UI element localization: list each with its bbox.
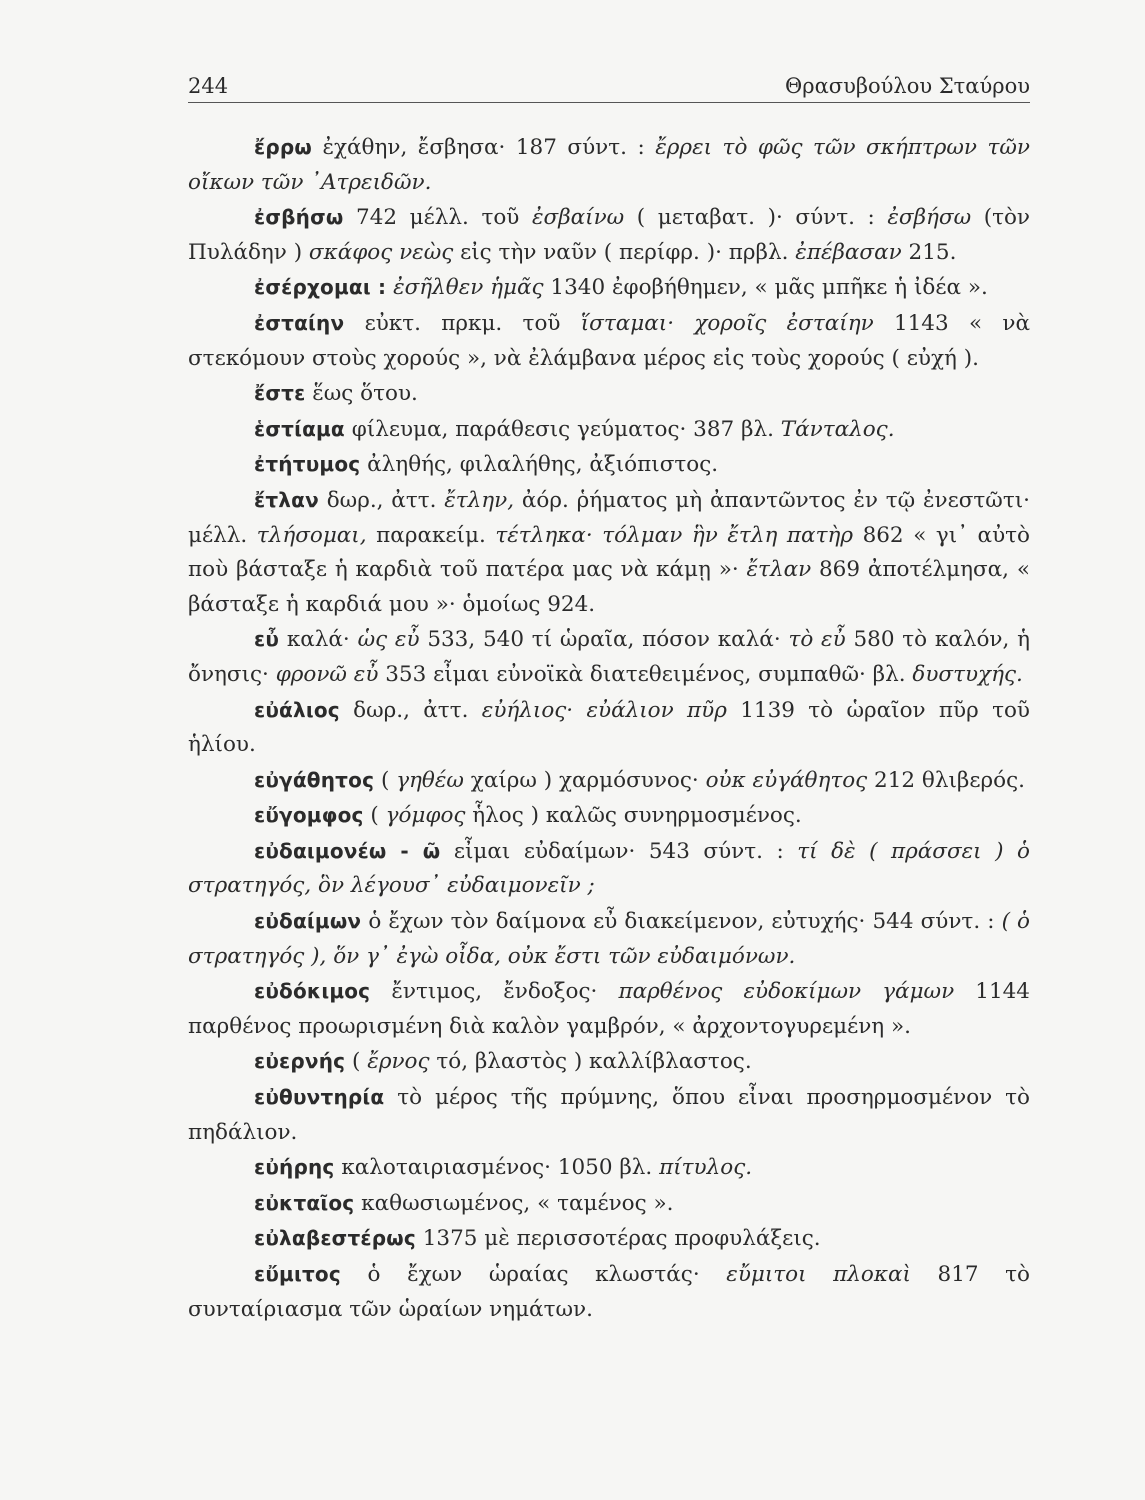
entry-quote: σκάφος νεὼς bbox=[308, 239, 454, 265]
entry-definition: 212 θλιβερός. bbox=[867, 767, 1025, 793]
entry-definition: καθωσιωμένος, « ταμένος ». bbox=[354, 1190, 674, 1216]
entry-quote: τλήσομαι, bbox=[256, 522, 367, 548]
entry-definition: ἔντιμος, ἔνδοξος· bbox=[370, 979, 619, 1005]
entry-definition: 1144 παρθένος προωρισμένη διὰ καλὸν γαμβρόν, « ἀρχοντογυρεμένη ». bbox=[188, 979, 1030, 1039]
entry-quote: γηθέω bbox=[396, 767, 464, 793]
entry-quote: ἐσῆλθεν ἡμᾶς bbox=[393, 275, 544, 301]
entry-headword: εὖ bbox=[254, 627, 280, 652]
entry-headword: εὐκταῖος bbox=[254, 1190, 355, 1215]
entry-definition: χαίρω ) χαρμόσυνος· bbox=[463, 767, 706, 793]
entry-definition: ἧλος ) καλῶς συνηρμοσμένος. bbox=[465, 803, 802, 829]
entry-quote: ἵσταμαι· χοροῖς ἐσταίην bbox=[580, 310, 874, 336]
entry-headword: εὐθυντηρία bbox=[254, 1085, 385, 1110]
entry-definition: 533, 540 τί ὡραῖα, πόσον καλά· bbox=[419, 627, 789, 653]
glossary-entry bbox=[188, 200, 1030, 270]
entry-definition: ἐχάθην, ἔσβησα· 187 σύντ. : bbox=[311, 135, 656, 160]
glossary-entry bbox=[188, 1186, 1030, 1222]
entry-quote: πίτυλος. bbox=[659, 1155, 753, 1181]
glossary-entry bbox=[188, 412, 1030, 448]
entry-headword: ἔρρω bbox=[254, 135, 312, 159]
entry-quote: ( ὁ στρατηγός ), ὅν γ᾿ ἐγὼ οἶδα, οὐκ ἔστι τῶν εὐδαιμόνων. bbox=[188, 909, 1030, 969]
entry-quote: ἔτλην, bbox=[444, 487, 515, 513]
entry-definition: τό, βλαστὸς ) καλλίβλαστος. bbox=[429, 1049, 752, 1075]
entry-definition: δωρ., ἀττ. bbox=[339, 697, 482, 723]
entry-definition: (τὸν Πυλάδην ) bbox=[188, 205, 1031, 265]
running-header bbox=[188, 62, 1030, 103]
entry-quote: ὡς εὖ bbox=[357, 627, 420, 653]
entry-definition: ἕως ὅτου. bbox=[305, 381, 418, 407]
entry-definition: 1340 ἐφοβήθημεν, « μᾶς μπῆκε ἡ ἰδέα ». bbox=[543, 275, 988, 301]
entry-definition: ἀληθής, φιλαλήθης, ἀξιόπιστος. bbox=[360, 452, 719, 478]
entry-definition: ( μεταβατ. )· σύντ. : bbox=[624, 205, 888, 231]
glossary-entry bbox=[188, 376, 1030, 412]
entry-definition: 353 εἶμαι εὐνοϊκὰ διατεθειμένος, συμπαθῶ· βλ. bbox=[378, 661, 913, 687]
glossary-entry bbox=[188, 1044, 1030, 1080]
glossary-entry bbox=[188, 904, 1030, 974]
entry-headword: εὐδαίμων bbox=[254, 909, 362, 934]
glossary-entry bbox=[188, 834, 1030, 904]
entry-definition: δωρ., ἀττ. bbox=[318, 487, 445, 513]
entry-quote: ἔρνος bbox=[367, 1049, 430, 1075]
entry-headword: ἐσταίην bbox=[254, 310, 345, 335]
glossary-entry bbox=[188, 483, 1030, 622]
running-title: Θρασυβούλου Σταύρου bbox=[785, 74, 1030, 98]
page-number: 244 bbox=[188, 74, 229, 98]
entry-quote: εὐήλιος· εὐάλιον πῦρ bbox=[481, 697, 727, 723]
glossary-entry bbox=[188, 622, 1030, 692]
entry-quote: τί δὲ ( πράσσει ) ὁ στρατηγός, ὃν λέγουσ᾿ εὐδαιμονεῖν ; bbox=[188, 838, 1030, 899]
glossary-entry bbox=[188, 763, 1030, 799]
entry-quote: εὔμιτοι πλοκαὶ bbox=[726, 1262, 911, 1287]
glossary-entry bbox=[188, 1257, 1030, 1327]
entry-quote: ἔτλαν bbox=[746, 557, 812, 583]
entry-definition: εὐκτ. πρκμ. τοῦ bbox=[344, 310, 581, 336]
entry-quote: ἔρρει τὸ φῶς τῶν σκήπτρων τῶν οἴκων τῶν ᾿Ατρειδῶν. bbox=[188, 135, 1030, 195]
entry-quote: οὐκ εὐγάθητος bbox=[705, 767, 868, 793]
entry-definition: 817 τὸ συνταίριασμα τῶν ὡραίων νημάτων. bbox=[188, 1262, 1030, 1322]
entry-quote: φρονῶ εὖ bbox=[275, 661, 379, 687]
entry-definition: 1375 μὲ περισσοτέρας προφυλάξεις. bbox=[415, 1226, 821, 1252]
entry-definition: ( bbox=[363, 803, 386, 829]
entry-definition: εἶμαι εὐδαίμων· 543 σύντ. : bbox=[440, 838, 798, 864]
entry-definition: εἰς τὴν ναῦν ( περίφρ. )· πρβλ. bbox=[453, 239, 796, 265]
entry-headword: ἔτλαν bbox=[254, 487, 319, 512]
entry-quote: ἐσβήσω bbox=[887, 205, 972, 231]
entry-headword: ἐσέρχομαι : bbox=[254, 275, 387, 300]
entry-quote: ἐπέβασαν bbox=[795, 239, 902, 265]
entry-quote: ἐσβαίνω bbox=[531, 205, 625, 231]
entry-definition: τὸ μέρος τῆς πρύμνης, ὅπου εἶναι προσηρμοσμένον τὸ πηδάλιον. bbox=[188, 1085, 1030, 1145]
entry-quote: Τάνταλος. bbox=[780, 416, 895, 442]
entry-quote: παρθένος εὐδοκίμων γάμων bbox=[618, 979, 955, 1005]
entry-headword: εὐλαβεστέρως bbox=[254, 1226, 416, 1251]
glossary-entry bbox=[188, 1080, 1030, 1150]
entry-quote: τὸ εὖ bbox=[788, 627, 846, 653]
entry-definition: φίλευμα, παράθεσις γεύματος· 387 βλ. bbox=[344, 416, 781, 442]
entry-definition: ὁ ἔχων ὡραίας κλωστάς· bbox=[340, 1262, 727, 1287]
glossary-entry bbox=[188, 974, 1030, 1044]
entry-headword: εὐάλιος bbox=[254, 697, 340, 722]
entry-headword: εὐδόκιμος bbox=[254, 979, 371, 1004]
glossary-entry bbox=[188, 270, 1030, 306]
entry-definition: 580 τὸ καλόν, ἡ ὄνησις· bbox=[188, 627, 1031, 687]
entry-definition: 742 μέλλ. τοῦ bbox=[343, 205, 532, 231]
glossary-entry bbox=[188, 130, 1030, 200]
entry-definition: ὁ ἔχων τὸν δαίμονα εὖ διακείμενον, εὐτυχής· 544 σύντ. : bbox=[361, 909, 1002, 935]
entry-quote: δυστυχής. bbox=[912, 661, 1023, 687]
entry-definition: 1143 « νὰ στεκόμουν στοὺς χορούς », νὰ ἐλάμβανα μέρος εἰς τοὺς χορούς ( εὐχή ). bbox=[188, 310, 1030, 371]
entry-definition: 215. bbox=[901, 239, 957, 265]
entry-headword: εὐερνής bbox=[254, 1049, 346, 1074]
glossary-entry bbox=[188, 693, 1030, 763]
glossary-entry bbox=[188, 1150, 1030, 1186]
entry-headword: εὐδαιμονέω - ῶ bbox=[254, 838, 441, 863]
entry-definition: ἀόρ. ῥήματος μὴ ἀπαντῶντος ἐν τῷ ἐνεστῶτι· μέλλ. bbox=[188, 487, 1030, 548]
entry-definition: καλοταιριασμένος· 1050 βλ. bbox=[334, 1155, 660, 1181]
entry-headword: ἑστίαμα bbox=[254, 416, 345, 441]
entry-definition: ( bbox=[374, 767, 397, 793]
entry-definition: παρακείμ. bbox=[366, 522, 496, 548]
entry-definition: 862 « γι᾿ αὐτὸ ποὺ βάσταξε ἡ καρδιὰ τοῦ πατέρα μας νὰ κάμῃ »· bbox=[188, 522, 1030, 583]
entry-headword: ἐσβήσω bbox=[254, 205, 344, 230]
entry-headword: εὐγάθητος bbox=[254, 767, 375, 792]
glossary-entries bbox=[188, 130, 1030, 1327]
entry-headword: ἔστε bbox=[254, 381, 306, 406]
entry-definition: 869 ἀποτέλμησα, « βάσταξε ἡ καρδιά μου »· ὁμοίως 924. bbox=[188, 557, 1030, 617]
glossary-entry bbox=[188, 1221, 1030, 1257]
entry-headword: εὐήρης bbox=[254, 1155, 335, 1180]
entry-quote: τέτληκα· τόλμαν ἣν ἔτλη πατὴρ bbox=[495, 522, 853, 548]
entry-definition: καλά· bbox=[279, 627, 358, 653]
entry-headword: ἐτήτυμος bbox=[254, 452, 361, 477]
glossary-entry bbox=[188, 798, 1030, 834]
glossary-entry bbox=[188, 306, 1030, 376]
entry-headword: εὔγομφος bbox=[254, 803, 364, 828]
glossary-entry bbox=[188, 447, 1030, 483]
entry-headword: εὔμιτος bbox=[254, 1262, 341, 1286]
entry-definition: ( bbox=[345, 1049, 368, 1075]
entry-quote: γόμφος bbox=[385, 803, 466, 829]
entry-definition: 1139 τὸ ὡραῖον πῦρ τοῦ ἡλίου. bbox=[188, 697, 1031, 758]
